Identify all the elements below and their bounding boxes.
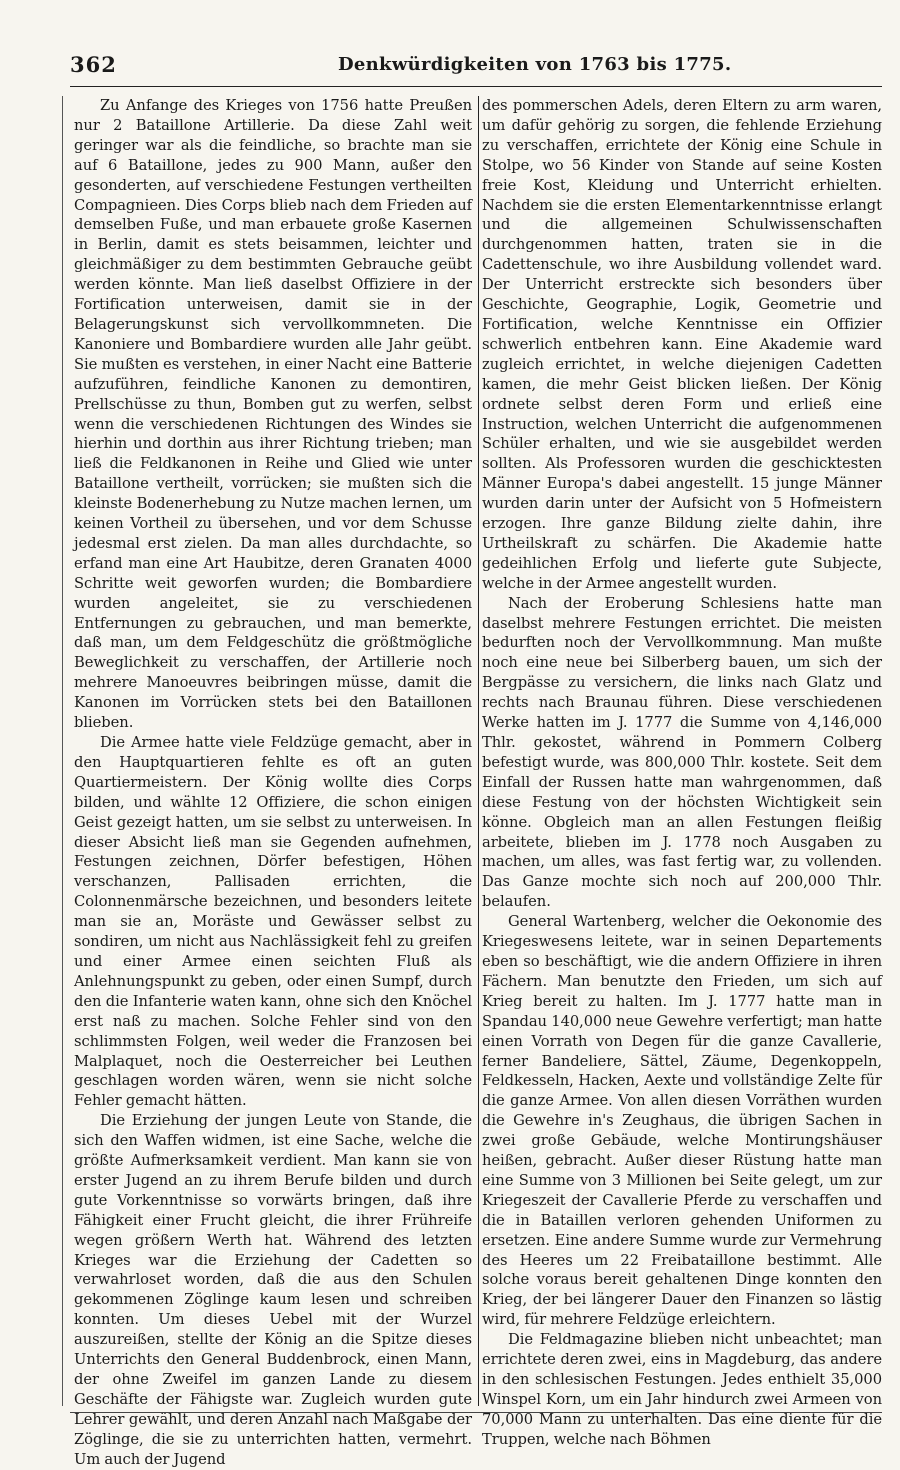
paragraph: General Wartenberg, welcher die Oekonomie des Kriegeswesens leitete, war in seinen Departements eben so beschäftigt, wie die andern Offiziere in ihren Fächern. Man benutzte den Frieden, um sich auf Krieg bereit zu halten. Im J. 1777 hatte man in Spandau 140,000 neue Gewehre verfertigt; man hatte einen Vorrath von Degen für die ganze Cavallerie, ferner Bandeliere, Sättel, Zäume, Degenkoppeln, Feldkesseln, Hacken, Aexte und vollständige Zelte für die ganze Armee. Von allen diesen Vorräthen wurden die Gewehre in's Zeughaus, die übrigen Sachen in zwei große Gebäude, welche Montirungshäuser heißen, gebracht. Außer dieser Rüstung hatte man eine Summe von 3 Millionen bei Seite gelegt, um zur Kriegeszeit der Cavallerie Pferde zu verschaffen und die in Bataillen verloren gehenden Uniformen zu ersetzen. Eine andere Summe wurde zur Vermehrung des Heeres um 22 Freibataillone bestimmt. Alle solche voraus bereit gehaltenen Dinge konnten den Krieg, der bei längerer Dauer den Finanzen so lästig wird, für mehrere Feldzüge erleichtern. — [482, 913, 882, 1329]
paragraph: des pommerschen Adels, deren Eltern zu arm waren, um dafür gehörig zu sorgen, die fehlende Erziehung zu verschaffen, errichtete der König eine Schule in Stolpe, wo 56 Kinder von Stande auf seine Kosten freie Kost, Kleidung und Unterricht erhielten. Nachdem sie die ersten Elementarkenntnisse erlangt und die allgemeinen Schulwissenschaften durchgenommen hatten, traten sie in die Cadettenschule, wo ihre Ausbildung vollendet ward. Der Unterricht erstreckte sich besonders über Geschichte, Geographie, Logik, Geometrie und Fortification, welche Kenntnisse ein Offizier schwerlich entbehren kann. Eine Akademie ward zugleich errichtet, in welche diejenigen Cadetten kamen, die mehr Geist blicken ließen. Der König ordnete selbst deren Form und erließ eine Instruction, welchen Unterricht die aufgenommenen Schüler erhalten, und wie sie ausgebildet werden sollten. Als Professoren wurden die geschicktesten Männer Europa's dabei angestellt. 15 junge Männer wurden darin unter der Aufsicht von 5 Hofmeistern erzogen. Ihre ganze Bildung zielte dahin, ihre Urtheilskraft zu schärfen. Die Akademie hatte gedeihlichen Erfolg und lieferte gute Subjecte, welche in der Armee angestellt wurden. — [482, 97, 882, 592]
left-column — [74, 96, 472, 1470]
page-number: 362 — [70, 52, 117, 77]
margin-line — [62, 96, 63, 1406]
paragraph: Die Feldmagazine blieben nicht unbeachtet; man errichtete deren zwei, eins in Magdeburg, das andere in den schlesischen Festungen. Jedes enthielt 35,000 Winspel Korn, um ein Jahr hindurch zwei Armeen von 70,000 Mann zu unterhalten. Das eine diente für die Truppen, welche nach Böhmen — [482, 1331, 882, 1448]
bottom-rule — [70, 1412, 882, 1413]
header-rule — [70, 86, 882, 87]
right-column — [482, 96, 882, 1450]
paragraph: Die Armee hatte viele Feldzüge gemacht, aber in den Hauptquartieren fehlte es oft an guten Quartiermeistern. Der König wollte dies Corps bilden, und wählte 12 Offiziere, die schon einigen Geist gezeigt hatten, um sie selbst zu unterweisen. In dieser Absicht ließ man sie Gegenden aufnehmen, Festungen zeichnen, Dörfer befestigen, Höhen verschanzen, Pallisaden errichten, die Colonnenmärsche bezeichnen, und besonders leitete man sie an, Moräste und Gewässer selbst zu sondiren, um nicht aus Nachlässigkeit fehl zu greifen und einer Armee einen seichten Fluß als Anlehnungspunkt zu geben, oder einen Sumpf, durch den die Infanterie waten kann, ohne sich den Knöchel erst naß zu machen. Solche Fehler sind von den schlimmsten Folgen, weil weder die Franzosen bei Malplaquet, noch die Oesterreicher bei Leuthen geschlagen worden wären, wenn sie nicht solche Fehler gemacht hätten. — [74, 734, 472, 1110]
column-divider — [478, 96, 479, 1406]
paragraph: Nach der Eroberung Schlesiens hatte man daselbst mehrere Festungen errichtet. Die meisten bedurften noch der Vervollkommnung. Man mußte noch eine neue bei Silberberg bauen, um sich der Bergpässe zu versichern, die links nach Glatz und rechts nach Braunau führen. Diese verschiedenen Werke hatten im J. 1777 die Summe von 4,146,000 Thlr. gekostet, während in Pommern Colberg befestigt wurde, was 800,000 Thlr. kostete. Seit dem Einfall der Russen hatte man wahrgenommen, daß diese Festung von der höchsten Wichtigkeit sein könne. Obgleich man an allen Festungen fleißig arbeitete, blieben im J. 1778 noch Ausgaben zu machen, um alles, was fast fertig war, zu vollenden. Das Ganze mochte sich noch auf 200,000 Thlr. belaufen. — [482, 594, 882, 911]
paragraph: Zu Anfange des Krieges von 1756 hatte Preußen nur 2 Bataillone Artillerie. Da diese Zahl weit geringer war als die feindliche, so brachte man sie auf 6 Bataillone, jedes zu 900 Mann, außer den gesonderten, auf verschiedene Festungen vertheilten Compagnieen. Dies Corps blieb nach dem Frieden auf demselben Fuße, und man erbauete große Kasernen in Berlin, damit es stets beisammen, leichter und gleichmäßiger zu dem bestimmten Gebrauche geübt werden könnte. Man ließ daselbst Offiziere in der Fortification unterweisen, damit sie in der Belagerungskunst sich vervollkommneten. Die Kanoniere und Bombardiere wurden alle Jahr geübt. Sie mußten es verstehen, in einer Nacht eine Batterie aufzuführen, feindliche Kanonen zu demontiren, Prellschüsse zu thun, Bomben gut zu werfen, selbst wenn die verschiedenen Richtungen des Windes sie hierhin und dorthin aus ihrer Richtung trieben; man ließ die Feldkanonen in Reihe und Glied wie unter Bataillone vertheilt, vorrücken; sie mußten sich die kleinste Bodenerhebung zu Nutze machen lernen, um keinen Vortheil zu übersehen, und vor dem Schusse jedesmal erst zielen. Da man alles durchdachte, so erfand man eine Art Haubitze, deren Granaten 4000 Schritte weit geworfen wurden; die Bombardiere wurden angeleitet, sie zu verschiedenen Entfernungen zu gebrauchen, und man bemerkte, daß man, um dem Feldgeschütz die größtmögliche Beweglichkeit zu verschaffen, der Artillerie noch mehrere Manoeuvres beibringen müsse, damit die Kanonen im Vorrücken stets bei den Bataillonen blieben. — [74, 97, 472, 732]
paragraph: Die Erziehung der jungen Leute von Stande, die sich den Waffen widmen, ist eine Sache, welche die größte Aufmerksamkeit verdient. Man kann sie von erster Jugend an zu ihrem Berufe bilden und durch gute Vorkenntnisse so vorwärts bringen, daß ihre Fähigkeit einer Frucht gleicht, die ihrer Frühreife wegen größern Werth hat. Während des letzten Krieges war die Erziehung der Cadetten so verwahrloset worden, daß die aus den Schulen gekommenen Zöglinge kaum lesen und schreiben konnten. Um dieses Uebel mit der Wurzel auszureißen, stellte der König an die Spitze dieses Unterrichts den General Buddenbrock, einen Mann, der ohne Zweifel im ganzen Lande zu diesem Geschäfte der Fähigste war. Zugleich wurden gute Lehrer gewählt, und deren Anzahl nach Maßgabe der Zöglinge, die sie zu unterrichten hatten, vermehrt. Um auch der Jugend — [74, 1112, 472, 1468]
page-header — [70, 52, 878, 86]
running-title: Denkwürdigkeiten von 1763 bis 1775. — [338, 54, 732, 75]
